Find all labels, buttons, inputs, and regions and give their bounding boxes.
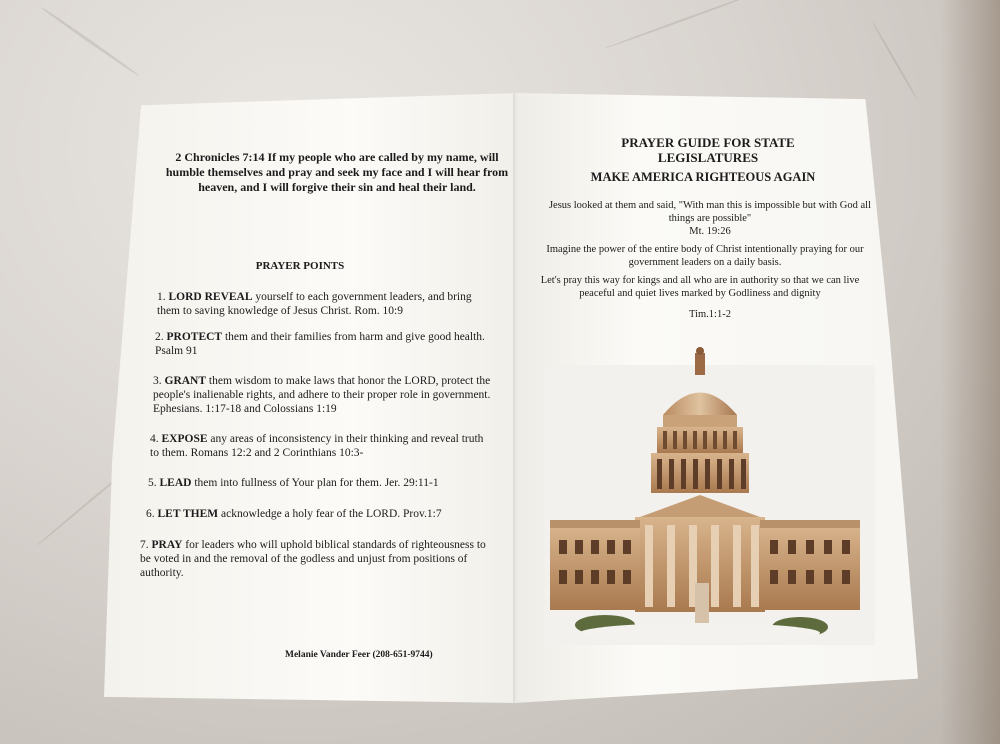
point-text: them and their families from harm and give good health. Psalm 91 [155, 331, 485, 357]
guide-subtitle: MAKE AMERICA RIGHTEOUS AGAIN [590, 170, 816, 184]
prayer-points-heading: PRAYER POINTS [255, 260, 345, 272]
point-lead: LORD REVEAL [168, 291, 253, 303]
point-number: 6. [146, 508, 155, 520]
quote-reference: Mt. 19:26 [689, 226, 731, 237]
prayer-point [157, 290, 497, 318]
quote-text: Jesus looked at them and said, "With man this is impossible but with God all things are possible" [548, 200, 872, 224]
pamphlet-fold [513, 93, 517, 703]
pray-text: Let's pray this way for kings and all who are in authority so that we can live peaceful and quiet lives marked by Godliness and dignity [540, 275, 860, 299]
point-number: 4. [150, 433, 159, 445]
point-lead: GRANT [164, 375, 207, 387]
point-text: yourself to each government leaders, and bring them to saving knowledge of Jesus Christ. Rom. 10:9 [157, 291, 472, 317]
point-lead: PROTECT [166, 331, 223, 343]
author-signature: Melanie Vander Feer (208-651-9744) [285, 650, 433, 660]
point-lead: LET THEM [157, 508, 219, 520]
point-lead: LEAD [159, 477, 192, 489]
marble-vein [604, 0, 755, 49]
guide-title-line2: LEGISLATURES [657, 150, 759, 165]
point-text: for leaders who will uphold biblical standards of righteousness to be voted in and the removal of the godless and unjust from positions of authority. [140, 539, 486, 579]
verse-text: 2 Chronicles 7:14 If my people who are called by my name, will humble themselves and pray and seek my face and I will hear from heaven, and I will forgive their sin and heal their land. [165, 150, 509, 194]
pray-reference: Tim.1:1-2 [689, 309, 731, 320]
prayer-point [140, 538, 490, 580]
point-number: 2. [155, 331, 164, 343]
point-text: any areas of inconsistency in their thinking and reveal truth to them. Romans 12:2 and 2 Corinthians 10:3- [150, 433, 484, 459]
point-text: them into fullness of Your plan for them. Jer. 29:11-1 [191, 477, 439, 489]
capitol-building-image [545, 345, 975, 735]
prayer-point [146, 507, 496, 521]
guide-title-line1: PRAYER GUIDE FOR STATE [621, 135, 795, 150]
point-lead: PRAY [151, 539, 183, 551]
imagine-text: Imagine the power of the entire body of Christ intentionally praying for our government leaders on a daily basis. [546, 244, 864, 268]
point-number: 1. [157, 291, 166, 303]
prayer-point [153, 374, 493, 416]
point-number: 3. [153, 375, 162, 387]
marble-vein [40, 6, 140, 77]
point-number: 5. [148, 477, 157, 489]
point-text: acknowledge a holy fear of the LORD. Prov.1:7 [218, 508, 442, 520]
point-lead: EXPOSE [161, 433, 208, 445]
marble-vein [872, 22, 919, 101]
prayer-point [148, 476, 488, 490]
point-number: 7. [140, 539, 149, 551]
prayer-point [155, 330, 495, 358]
point-text: them wisdom to make laws that honor the LORD, protect the people's inalienable rights, and adhere to their proper role in government. Ephesians. 1:17-18 and Colossians 1:19 [153, 375, 491, 415]
prayer-point [150, 432, 490, 460]
